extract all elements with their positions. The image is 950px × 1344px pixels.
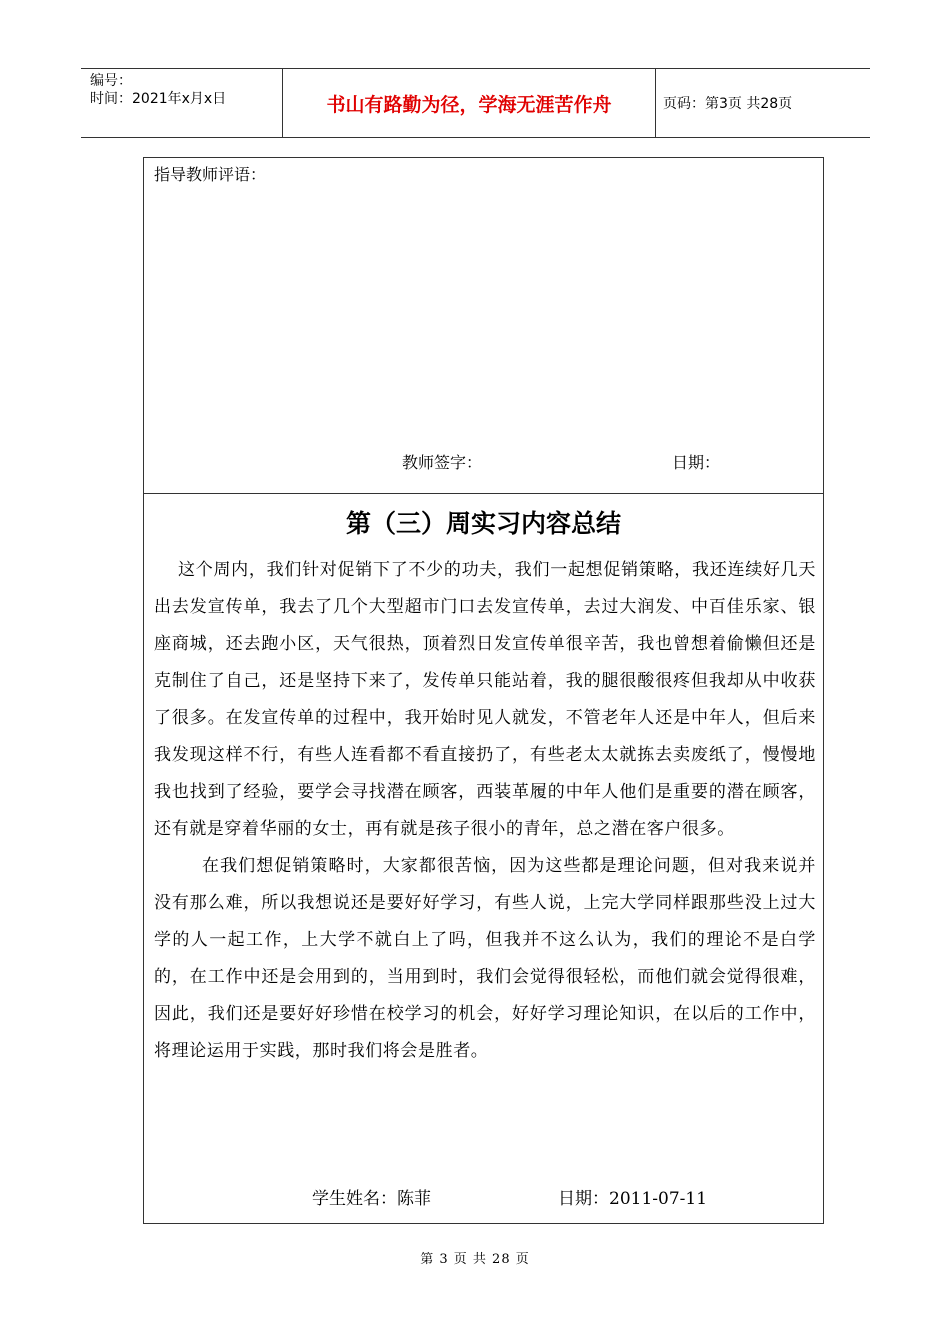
teacher-signature-label: 教师签字：	[402, 453, 483, 472]
header-page-info: 页码：第3页 共28页	[663, 96, 793, 112]
summary-paragraph-1: 这个周内，我们针对促销下了不少的功夫，我们一起想促销策略，我还连续好几天出去发宣传单，我去了几个大型超市门口去发宣传单，去过大润发、中百佳乐家、银座商城，还去跑小区，天气很热，顶着烈日发宣传单很辛苦，我也曾想着偷懒但还是克制住了自己，还是坚持下来了，发传单只能站着，我的腿很酸很疼但我却从中收获了很多。在发宣传单的过程中，我开始时见人就发，不管老年人还是中年人，但后来我发现这样不行，有些人连看都不看直接扔了，有些老太太就拣去卖废纸了，慢慢地我也找到了经验，要学会寻找潜在顾客，西装革履的中年人他们是重要的潜在顾客，还有就是穿着华丽的女士，再有就是孩子很小的青年，总之潜在客户很多。	[154, 560, 816, 839]
teacher-comment-cell	[144, 158, 823, 494]
teacher-date-label: 日期：	[672, 453, 721, 472]
time-label: 时间：2021年x月x日	[90, 91, 227, 107]
summary-title: 第（三）周实习内容总结	[345, 509, 621, 538]
summary-body	[154, 552, 816, 1070]
header-motto: 书山有路勤为径，学海无涯苦作舟	[283, 69, 656, 137]
student-date: 日期：2011-07-11	[558, 1189, 708, 1209]
student-name: 学生姓名：陈菲	[312, 1189, 431, 1209]
header-meta	[81, 69, 283, 137]
report-table	[143, 157, 824, 1224]
number-label: 编号：	[90, 73, 132, 89]
teacher-comment-label: 指导教师评语：	[154, 165, 267, 184]
summary-paragraph-2: 在我们想促销策略时，大家都很苦恼，因为这些都是理论问题，但对我来说并没有那么难，所以我想说还是要好好学习，有些人说，上完大学同样跟那些没上过大学的人一起工作，上大学不就白上了吗，但我并不这么认为，我们的理论不是白学的，在工作中还是会用到的，当用到时，我们会觉得很轻松，而他们就会觉得很难，因此，我们还是要好好珍惜在校学习的机会，好好学习理论知识，在以后的工作中，将理论运用于实践，那时我们将会是胜者。	[154, 856, 816, 1061]
weekly-summary-cell	[144, 494, 823, 1223]
page-footer: 第 3 页 共 28 页	[420, 1252, 530, 1267]
document-header	[81, 68, 870, 138]
